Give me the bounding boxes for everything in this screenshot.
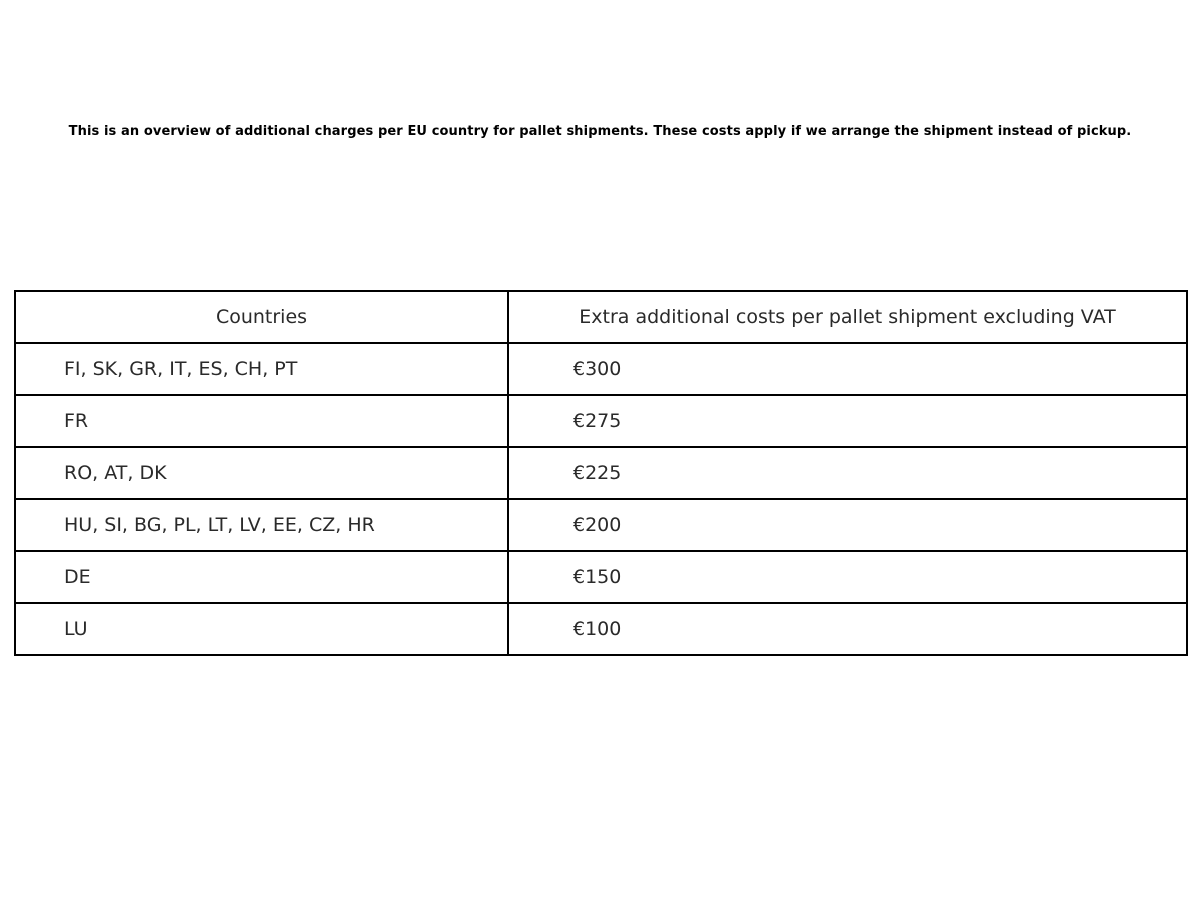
- cost-cell: €100: [508, 603, 1187, 655]
- countries-cell: FR: [15, 395, 508, 447]
- cost-cell: €200: [508, 499, 1187, 551]
- table-row: [15, 603, 1187, 655]
- table-row: [15, 551, 1187, 603]
- intro-text: This is an overview of additional charges per EU country for pallet shipments. These costs apply if we arrange the shipment instead of pickup.: [68, 124, 1132, 139]
- column-header-costs: Extra additional costs per pallet shipment excluding VAT: [508, 291, 1187, 343]
- cost-cell: €275: [508, 395, 1187, 447]
- table-row: [15, 447, 1187, 499]
- cost-cell: €300: [508, 343, 1187, 395]
- countries-cell: FI, SK, GR, IT, ES, CH, PT: [15, 343, 508, 395]
- column-header-countries: Countries: [15, 291, 508, 343]
- countries-cell: RO, AT, DK: [15, 447, 508, 499]
- table-row: [15, 343, 1187, 395]
- table-header-row: [15, 291, 1187, 343]
- countries-cell: LU: [15, 603, 508, 655]
- table-row: [15, 395, 1187, 447]
- countries-cell: HU, SI, BG, PL, LT, LV, EE, CZ, HR: [15, 499, 508, 551]
- cost-cell: €150: [508, 551, 1187, 603]
- cost-cell: €225: [508, 447, 1187, 499]
- table-row: [15, 499, 1187, 551]
- countries-cell: DE: [15, 551, 508, 603]
- charges-table: [14, 290, 1188, 656]
